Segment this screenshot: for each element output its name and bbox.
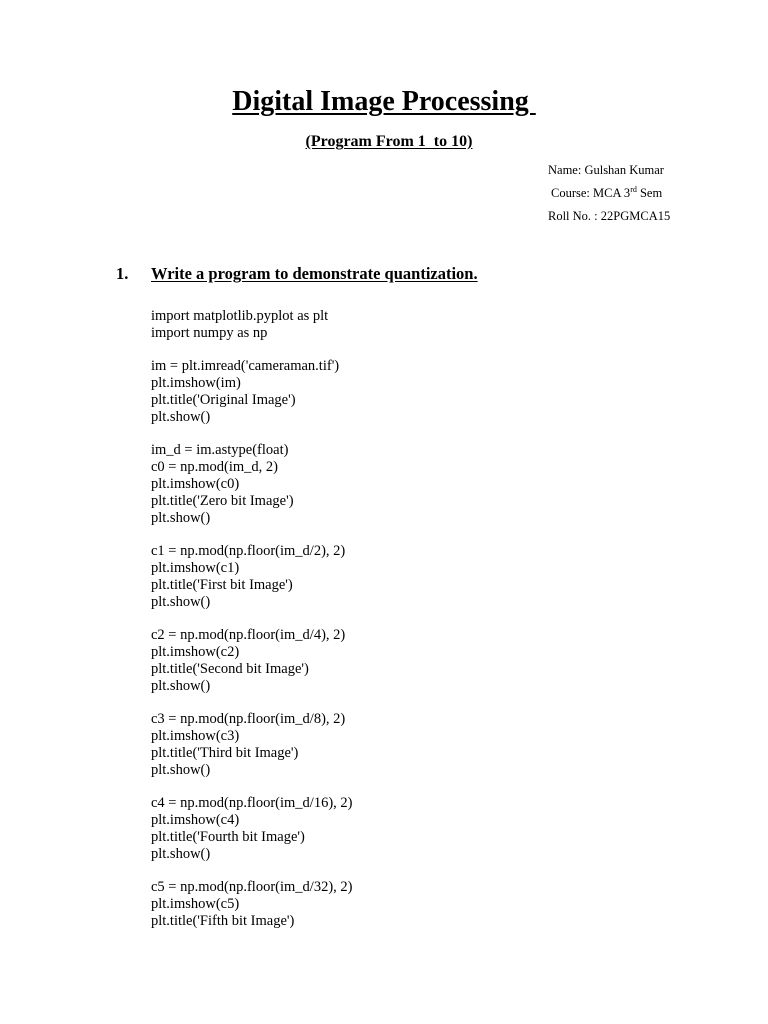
code-line: plt.imshow(c3) — [151, 727, 240, 744]
code-line: plt.title('Second bit Image') — [151, 660, 309, 677]
course-prefix: Course: MCA 3 — [551, 186, 631, 200]
code-block — [151, 308, 352, 929]
code-line — [151, 610, 352, 627]
code-line — [151, 426, 352, 443]
code-line: c3 = np.mod(np.floor(im_d/8), 2) — [151, 711, 346, 728]
code-line: import numpy as np — [151, 324, 268, 341]
code-line — [151, 342, 352, 359]
code-line: im_d = im.astype(float) — [151, 442, 289, 459]
document-title — [0, 86, 768, 118]
code-line: c5 = np.mod(np.floor(im_d/32), 2) — [151, 879, 353, 896]
code-line: im = plt.imread('cameraman.tif') — [151, 358, 340, 375]
code-line: plt.title('Third bit Image') — [151, 744, 299, 761]
code-line — [151, 862, 352, 879]
code-line: plt.imshow(c5) — [151, 895, 240, 912]
document-title-text: Digital Image Processing — [232, 86, 536, 117]
code-line: plt.title('Original Image') — [151, 391, 296, 408]
code-line: plt.imshow(c1) — [151, 559, 240, 576]
code-line: plt.title('Fifth bit Image') — [151, 912, 295, 929]
code-line: c1 = np.mod(np.floor(im_d/2), 2) — [151, 543, 346, 560]
code-line: plt.show() — [151, 509, 211, 526]
document-subtitle-text: (Program From 1 to 10) — [305, 133, 473, 150]
code-line — [151, 694, 352, 711]
code-line: plt.imshow(c0) — [151, 475, 240, 492]
student-course — [551, 186, 662, 201]
code-line: plt.imshow(im) — [151, 375, 241, 392]
code-line: plt.imshow(c2) — [151, 643, 240, 660]
code-line: c2 = np.mod(np.floor(im_d/4), 2) — [151, 627, 346, 644]
student-roll-number: Roll No. : 22PGMCA15 — [548, 209, 671, 223]
document-subtitle — [0, 133, 768, 151]
code-line: plt.show() — [151, 593, 211, 610]
code-line: plt.imshow(c4) — [151, 811, 240, 828]
code-line: c4 = np.mod(np.floor(im_d/16), 2) — [151, 795, 353, 812]
student-name: Name: Gulshan Kumar — [548, 163, 664, 177]
question-number: 1. — [116, 264, 129, 283]
code-line — [151, 778, 352, 795]
code-line — [151, 526, 352, 543]
code-line: plt.show() — [151, 677, 211, 694]
course-suffix: Sem — [636, 186, 663, 200]
code-line: plt.show() — [151, 408, 211, 425]
code-line: plt.title('Fourth bit Image') — [151, 828, 305, 845]
code-line: c0 = np.mod(im_d, 2) — [151, 459, 278, 476]
code-line: plt.show() — [151, 845, 211, 862]
code-line: plt.show() — [151, 761, 211, 778]
course-superscript: rd — [630, 184, 637, 194]
code-line: import matplotlib.pyplot as plt — [151, 308, 329, 324]
code-line: plt.title('First bit Image') — [151, 576, 293, 593]
question-text: Write a program to demonstrate quantization. — [151, 264, 478, 283]
code-line: plt.title('Zero bit Image') — [151, 492, 294, 509]
